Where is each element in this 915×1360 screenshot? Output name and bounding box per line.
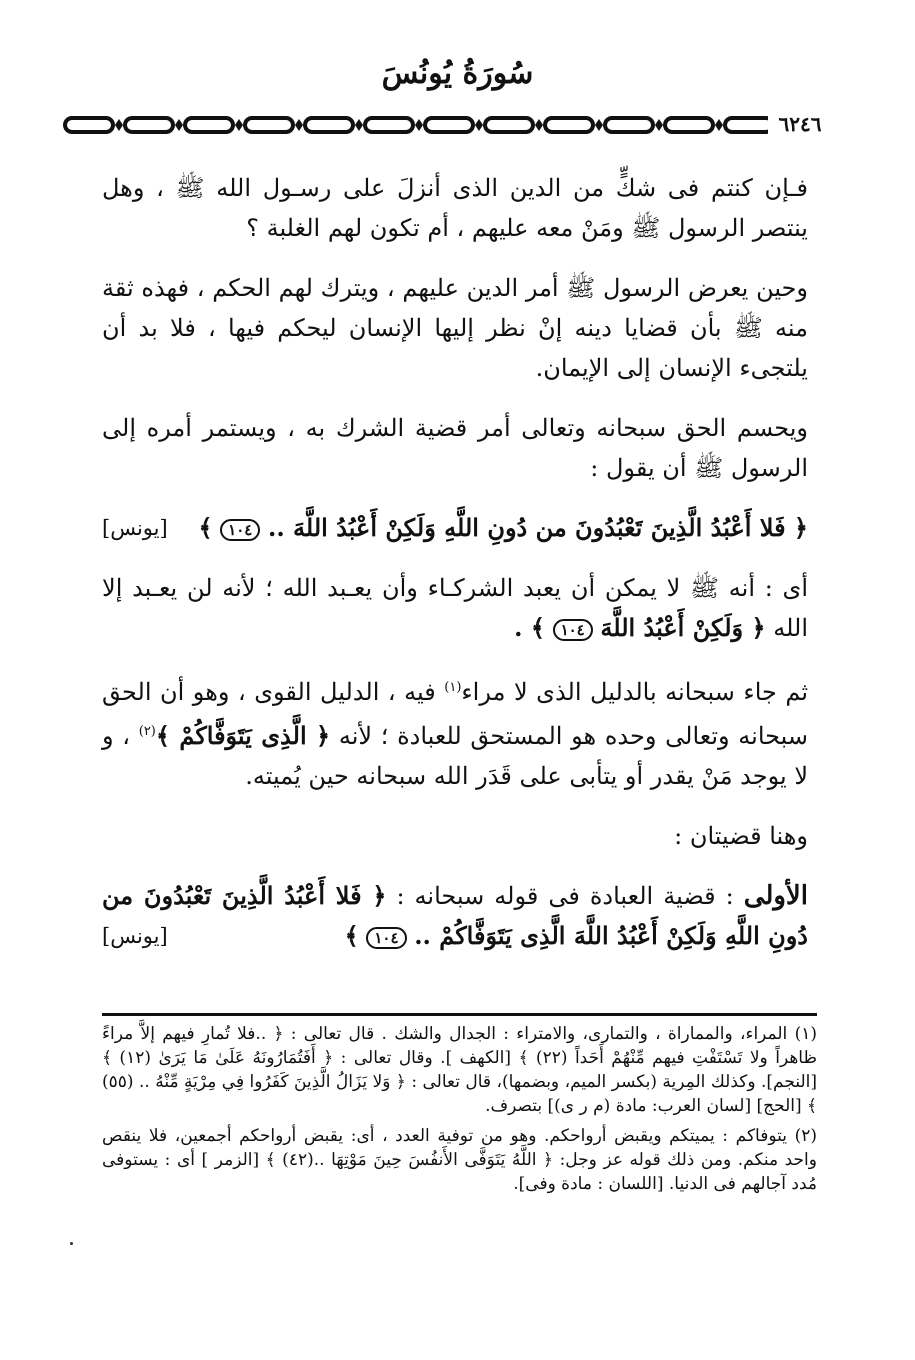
paragraph	[102, 668, 808, 796]
footnote-1: (١) المراء، والمماراة ، والتمارى، والامتراء : الجدال والشك . قال تعالى : ﴿ ..فلا تُمارِ فيهم إلاَّ مراءً ظاهراً ولا تَسْتَفْتِ فيهم مِّنْهُمْ أَحَداً (٢٢) ﴾ [الكهف ]. وقال تعالى : ﴿ أَفَتُمَارُونَهُ عَلَىٰ مَا يَرَىٰ (١٢) ﴾ [النجم]. وكذلك المِرية (بكسر الميم، وبضمها)، قال تعالى : ﴿ وَلا يَزَالُ الَّذِينَ كَفَرُوا فِي مِرْيَةٍ مِّنْهُ .. (٥٥) ﴾ [الحج] [لسان العرب: مادة (م ر ى)] بتصرف.	[102, 1024, 817, 1116]
scan-speck	[70, 1242, 73, 1245]
paragraph: وحين يعرض الرسول ﷺ أمر الدين عليهم ، ويترك لهم الحكم ، فهذه ثقة منه ﷺ بأن قضايا دينه إنْ نظر إليها الإنسان ليحكم فيها ، فلا بد أن يلتجىء الإنسان إلى الإيمان.	[102, 274, 808, 382]
verse-bracket: ﴾	[198, 513, 213, 542]
surah-title: سُورَةُ يُونُسَ	[381, 56, 534, 91]
paragraph-text: فيه ، الدليل القوى ، وهو أن الحق سبحانه وتعالى وحده هو المستحق للعبادة ؛ لأنه	[102, 678, 809, 750]
verse-reference: [يونس]	[102, 924, 168, 948]
quran-verse: ﴿ الَّذِى يَتَوَفَّاكُمْ ﴾	[155, 721, 331, 750]
footnote-separator	[102, 1013, 817, 1016]
quran-verse: ﴿ فَلا أَعْبُدُ الَّذِينَ تَعْبُدُونَ من دُونِ اللَّهِ وَلَكِنْ أَعْبُدُ اللَّهَ الَّذِى يَتَوَفَّاكُمْ ..	[102, 881, 808, 950]
main-text	[102, 168, 808, 976]
verse-reference: [يونس]	[102, 516, 168, 540]
verse-number: ١٠٤	[220, 519, 260, 541]
quran-verse: ﴿ وَلَكِنْ أَعْبُدُ اللَّهَ	[600, 613, 766, 642]
quran-verse-line	[102, 508, 808, 548]
paragraph	[102, 568, 808, 648]
paragraph: وهنا قضيتان :	[674, 822, 808, 850]
paragraph-text: أى : أنه ﷺ لا يمكن أن يعبد الشركـاء وأن يعـبد الله ؛ لأنه لن يعـبد إلا الله	[102, 574, 808, 642]
paragraph-text: ، و لا يوجد مَنْ يقدر أو يتأبى على قَدَر الله سبحانه حين يُميته.	[102, 722, 808, 790]
verse-bracket: ﴾	[344, 921, 359, 950]
verse-bracket: ﴾ .	[514, 613, 545, 642]
verse-number: ١٠٤	[553, 619, 593, 641]
paragraph-text: ثم جاء سبحانه بالدليل الذى لا مراء	[461, 678, 809, 706]
paragraph: فـإن كنتم فى شكٍّ من الدين الذى أنزلَ على رسـول الله ﷺ ، وهل ينتصر الرسول ﷺ ومَنْ معه عليهم ، أم تكون لهم الغلبة ؟	[102, 174, 808, 242]
ornamental-divider	[62, 112, 832, 138]
page-number: ٦٢٤٦	[768, 111, 832, 137]
paragraph-text: : قضية العبادة فى قوله سبحانه :	[396, 882, 734, 910]
paragraph: ويحسم الحق سبحانه وتعالى أمر قضية الشرك به ، ويستمر أمره إلى الرسول ﷺ أن يقول :	[102, 414, 808, 482]
footnote-2: (٢) يتوفاكم : يميتكم ويقبض أرواحكم. وهو من توفية العدد ، أى: يقبض أرواحكم أجمعين، فلا ينقص واحد منكم. ومن ذلك قوله عز وجل: ﴿ اللَّهُ يَتَوَفَّى الأَنفُسَ حِينَ مَوْتِهَا ..(٤٢) ﴾ [الزمر ] أى : يستوفى مُدد آجالهم فى الدنيا. [اللسان : مادة وفى].	[102, 1126, 817, 1194]
quran-verse: ﴿ فَلا أَعْبُدُ الَّذِينَ تَعْبُدُونَ من دُونِ اللَّهِ وَلَكِنْ أَعْبُدُ اللَّهَ ..	[267, 513, 808, 542]
verse-number: ١٠٤	[366, 927, 406, 949]
footnote-marker: (٢)	[138, 724, 156, 739]
footnote-marker: (١)	[444, 680, 462, 695]
footnotes	[102, 1022, 817, 1202]
paragraph-lead: الأولى	[743, 881, 808, 911]
paragraph	[102, 876, 808, 956]
